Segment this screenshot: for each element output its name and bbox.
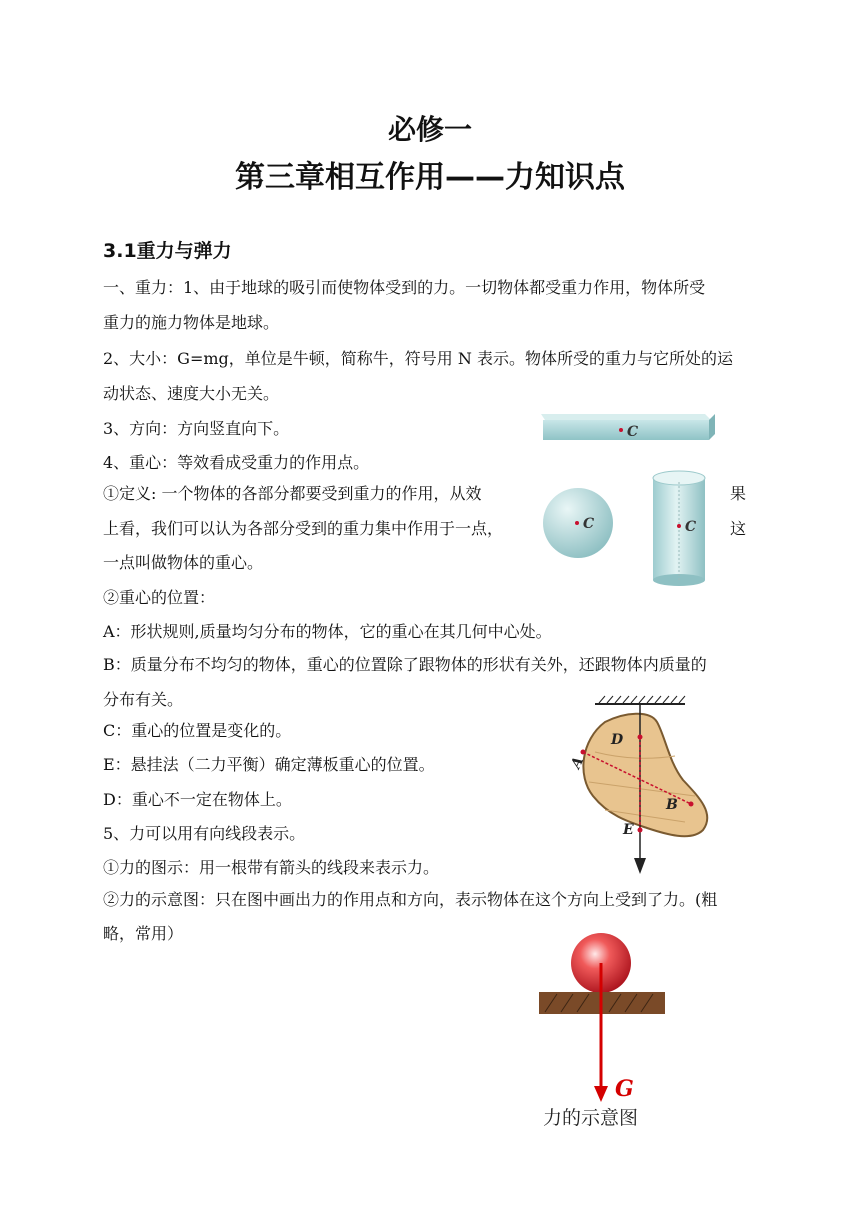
- text-line: C：重心的位置是变化的。: [103, 721, 292, 740]
- point-label-e: E: [623, 822, 634, 838]
- force-label-g: G: [615, 1076, 634, 1102]
- text-line: ①定义: 一个物体的各部分都要受到重力的作用，从效: [103, 484, 482, 503]
- section-heading: 3.1重力与弹力: [103, 240, 232, 262]
- text-line-end: 这: [730, 519, 747, 538]
- force-schematic-figure: [535, 930, 675, 1130]
- text-line: E：悬挂法（二力平衡）确定薄板重心的位置。: [103, 755, 435, 774]
- page-subtitle: 第三章相互作用——力知识点: [235, 160, 625, 195]
- centroid-label: C: [685, 519, 697, 535]
- centroid-label: C: [583, 516, 595, 532]
- text-line: ②力的示意图：只在图中画出力的作用点和方向，表示物体在这个方向上受到了力。(粗: [103, 890, 718, 909]
- text-line: 2、大小：G=mg，单位是牛顿，简称牛，符号用 N 表示。物体所受的重力与它所处的运: [103, 349, 733, 368]
- text-line: 略，常用）: [103, 924, 184, 943]
- text-line: ①力的图示：用一根带有箭头的线段来表示力。: [103, 858, 440, 877]
- text-line: 一、重力：1、由于地球的吸引而使物体受到的力。一切物体都受重力作用，物体所受: [103, 278, 706, 297]
- point-label-d: D: [611, 732, 624, 748]
- text-line: 重力的施力物体是地球。: [103, 313, 280, 332]
- text-line: A：形状规则,质量均匀分布的物体，它的重心在其几何中心处。: [103, 622, 552, 641]
- text-line: 动状态、速度大小无关。: [103, 384, 280, 403]
- page-title: 必修一: [387, 113, 472, 146]
- text-line: ②重心的位置：: [103, 588, 216, 607]
- centroid-figure: [535, 410, 725, 590]
- text-line: 5、力可以用有向线段表示。: [103, 824, 306, 843]
- cylinder-shape: [653, 478, 705, 580]
- point-label-a: A: [568, 754, 588, 772]
- suspension-figure: [565, 692, 715, 882]
- text-line: 3、方向：方向竖直向下。: [103, 419, 290, 438]
- text-line: 分布有关。: [103, 690, 184, 709]
- wooden-board: [583, 714, 707, 836]
- text-line: 4、重心：等效看成受重力的作用点。: [103, 453, 370, 472]
- text-line: 上看，我们可以认为各部分受到的重力集中作用于一点，: [103, 519, 504, 538]
- text-line: D：重心不一定在物体上。: [103, 790, 292, 809]
- centroid-label: C: [627, 424, 639, 440]
- text-line: B：质量分布不均匀的物体，重心的位置除了跟物体的形状有关外，还跟物体内质量的: [103, 655, 707, 674]
- text-line-end: 果: [730, 484, 747, 503]
- bar-shape: [543, 420, 709, 440]
- force-caption: 力的示意图: [543, 1107, 639, 1129]
- text-line: 一点叫做物体的重心。: [103, 553, 264, 572]
- point-label-b: B: [666, 797, 678, 813]
